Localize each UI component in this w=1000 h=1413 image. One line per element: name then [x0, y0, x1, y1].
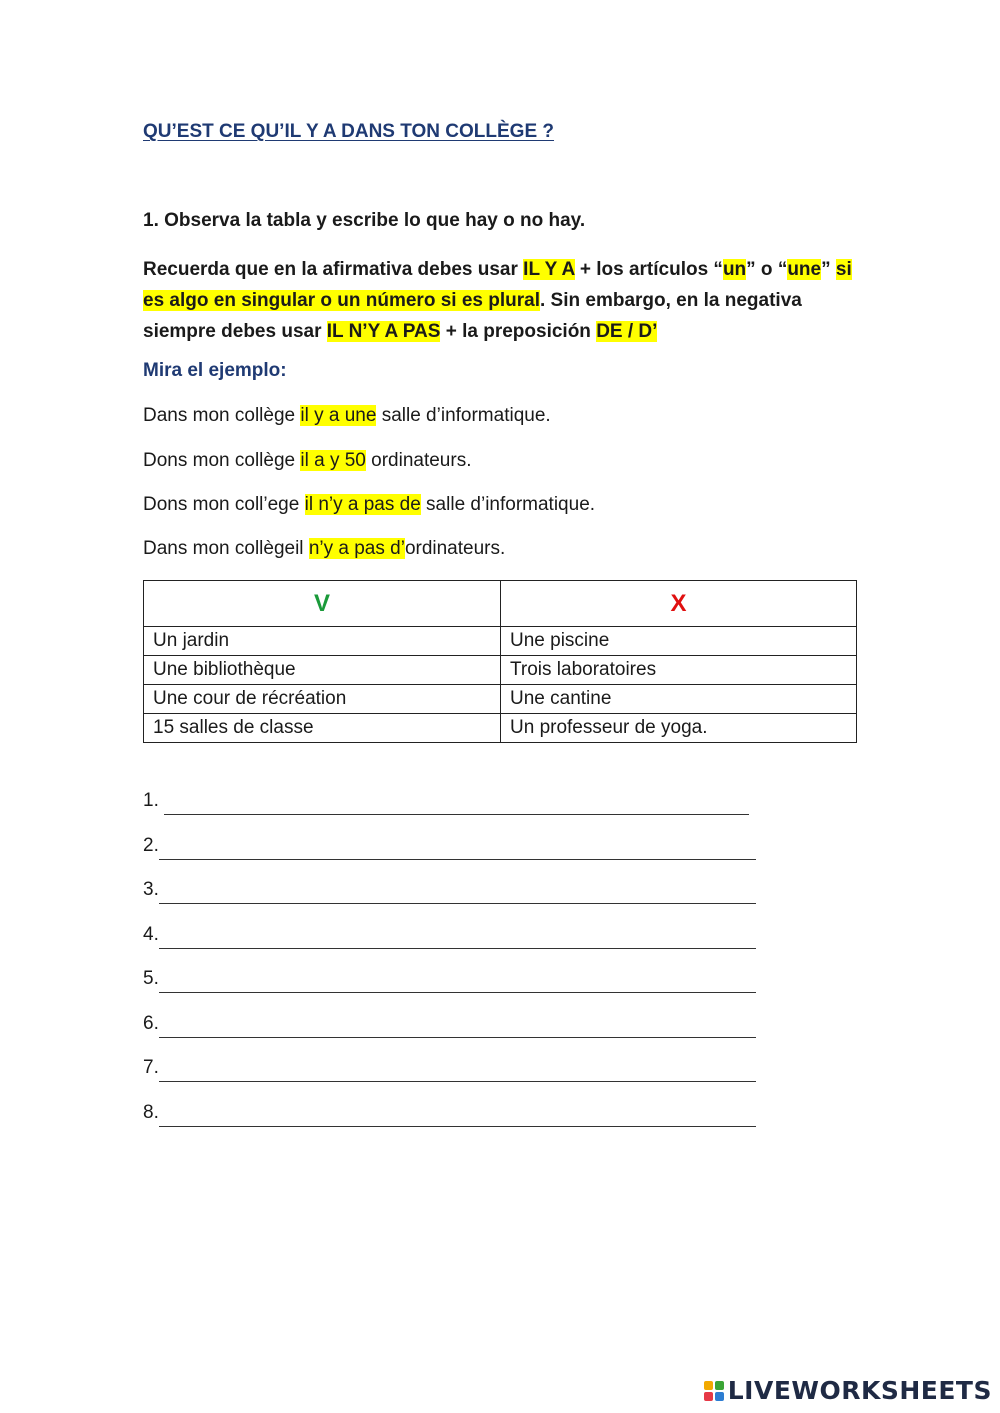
note-highlight: une	[787, 259, 822, 280]
note-highlight: IL Y A	[523, 259, 575, 280]
example-sentence	[143, 494, 595, 516]
table-row	[144, 627, 857, 656]
note-highlight: DE / D’	[596, 321, 658, 342]
logo-square	[704, 1381, 713, 1390]
answer-line	[143, 879, 763, 924]
example-highlight: il a y 50	[300, 450, 366, 471]
logo-square	[715, 1392, 724, 1401]
table-cell: Un jardin	[144, 627, 501, 656]
answer-blank[interactable]	[159, 879, 756, 904]
example-highlight: il y a une	[300, 405, 377, 426]
answer-number: 3.	[143, 879, 159, 900]
example-text: salle d’informatique.	[376, 405, 551, 426]
table-header-row	[144, 581, 857, 627]
answer-line	[143, 968, 763, 1013]
answer-number: 7.	[143, 1057, 159, 1078]
answer-blank[interactable]	[164, 790, 749, 815]
liveworksheets-brand	[704, 1376, 992, 1405]
table-cell: Une bibliothèque	[144, 656, 501, 685]
example-text: salle d’informatique.	[420, 494, 596, 515]
items-table	[143, 580, 857, 743]
check-icon: V	[144, 581, 501, 627]
table-cell: Une cour de récréation	[144, 685, 501, 714]
answer-number: 2.	[143, 834, 159, 856]
answer-blank[interactable]	[159, 1013, 756, 1038]
exercise-instruction: 1. Observa la tabla y escribe lo que hay o no hay.	[143, 210, 586, 231]
answer-line	[143, 1102, 763, 1147]
table-row	[144, 656, 857, 685]
table-cell: Une piscine	[501, 627, 857, 656]
answer-number: 1.	[143, 790, 165, 811]
answer-line	[143, 1057, 763, 1102]
example-text: Dons mon coll’ege	[143, 494, 305, 515]
logo-square	[704, 1392, 713, 1401]
answer-line	[143, 790, 763, 835]
note-text: ” o “	[746, 259, 788, 280]
table-row	[144, 685, 857, 714]
answer-number: 4.	[143, 923, 159, 945]
grammar-note	[143, 254, 858, 347]
example-text: Dons mon collège	[143, 450, 301, 471]
answer-blank[interactable]	[159, 924, 756, 949]
note-highlight: IL N’Y A PAS	[326, 321, 441, 342]
example-highlight: il n’y a pas de	[304, 494, 421, 515]
example-text: Dans mon collègeil	[143, 538, 309, 559]
answer-number: 5.	[143, 968, 159, 989]
table-cell: Trois laboratoires	[501, 656, 857, 685]
note-text: + los artículos “	[574, 259, 723, 280]
answer-blank[interactable]	[159, 835, 756, 860]
note-text: Recuerda que en la afirmativa debes usar	[143, 259, 524, 280]
table-cell: Une cantine	[501, 685, 857, 714]
answer-list	[143, 790, 763, 1146]
example-heading: Mira el ejemplo:	[143, 360, 287, 381]
worksheet-title: QU’EST CE QU’IL Y A DANS TON COLLÈGE ?	[143, 121, 555, 142]
note-text: + la preposición	[440, 321, 597, 342]
note-text: . Sin embargo, en la negativa siempre debes usar	[143, 290, 802, 342]
table-cell: Un professeur de yoga.	[501, 714, 857, 743]
answer-blank[interactable]	[159, 1102, 756, 1127]
cross-icon: X	[501, 581, 857, 627]
answer-number: 6.	[143, 1012, 159, 1034]
table-cell: 15 salles de classe	[144, 714, 501, 743]
example-text: ordinateurs.	[404, 538, 506, 559]
example-text: ordinateurs.	[365, 450, 472, 471]
example-sentence	[143, 405, 551, 427]
answer-line	[143, 1013, 763, 1058]
note-text: ”	[821, 259, 836, 280]
example-text: Dans mon collège	[143, 405, 301, 426]
table-row	[144, 714, 857, 743]
liveworksheets-logo-icon	[704, 1381, 724, 1401]
answer-blank[interactable]	[159, 1057, 756, 1082]
note-highlight: si es algo en singular o un número si es plural	[143, 259, 852, 311]
answer-line	[143, 924, 763, 969]
answer-line	[143, 835, 763, 880]
note-highlight: un	[722, 259, 747, 280]
example-highlight: n’y a pas d’	[308, 538, 405, 559]
example-sentence	[143, 538, 505, 560]
brand-name: LIVEWORKSHEETS	[727, 1376, 992, 1405]
example-sentence	[143, 450, 471, 472]
logo-square	[715, 1381, 724, 1390]
answer-blank[interactable]	[159, 968, 756, 993]
answer-number: 8.	[143, 1101, 159, 1123]
